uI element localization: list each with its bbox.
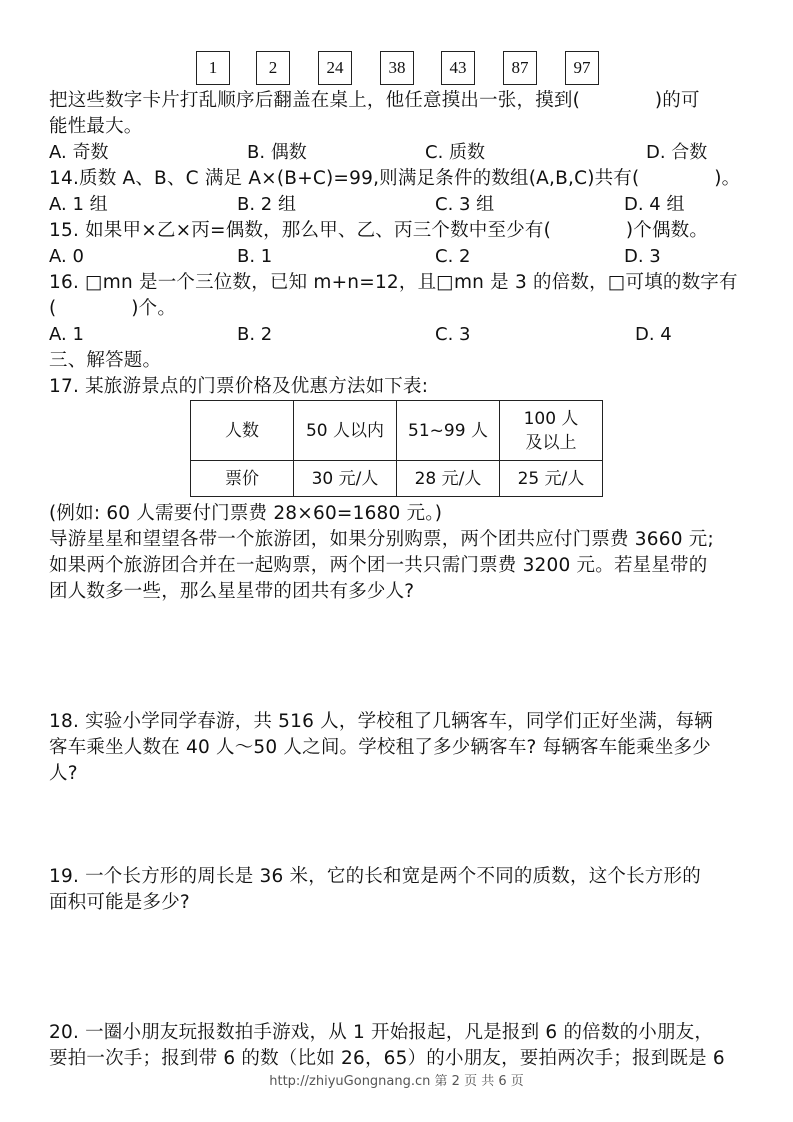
- q13-option-a: A. 奇数: [49, 142, 109, 163]
- q14-option-c: C. 3 组: [435, 194, 495, 215]
- table-cell: 51~99 人: [397, 401, 500, 461]
- table-cell: 25 元/人: [500, 461, 603, 497]
- q20-line2: 要拍一次手；报到带 6 的数（比如 26，65）的小朋友，要拍两次手；报到既是 6: [49, 1048, 725, 1069]
- q19-line2: 面积可能是多少?: [49, 892, 190, 913]
- table-cell: 28 元/人: [397, 461, 500, 497]
- number-card-2: 2: [256, 51, 290, 85]
- q16-option-d: D. 4: [635, 324, 672, 345]
- q15-option-b: B. 1: [237, 246, 273, 267]
- number-card-1: 1: [196, 51, 230, 85]
- q13-option-b: B. 偶数: [247, 142, 307, 163]
- q19-line1: 19. 一个长方形的周长是 36 米，它的长和宽是两个不同的质数，这个长方形的: [49, 866, 701, 887]
- number-card-43: 43: [441, 51, 475, 85]
- q15-stem: 15. 如果甲×乙×丙=偶数，那么甲、乙、丙三个数中至少有( )个偶数。: [49, 220, 709, 241]
- q17-line1: 导游星星和望望各带一个旅游团，如果分别购票，两个团共应付门票费 3660 元;: [49, 529, 714, 550]
- q18-line3: 人?: [49, 763, 78, 784]
- q17-line2: 如果两个旅游团合并在一起购票，两个团一共只需门票费 3200 元。若星星带的: [49, 555, 708, 576]
- number-card-97: 97: [565, 51, 599, 85]
- table-cell-text: 100 人及以上: [523, 408, 579, 453]
- q16-option-c: C. 3: [435, 324, 471, 345]
- q17-line3: 团人数多一些，那么星星带的团共有多少人?: [49, 581, 415, 602]
- q13-text-line2: 能性最大。: [49, 116, 143, 137]
- table-cell: [500, 401, 603, 461]
- q13-option-d: D. 合数: [646, 142, 708, 163]
- q16-option-b: B. 2: [237, 324, 273, 345]
- q13-option-c: C. 质数: [425, 142, 486, 163]
- section-heading: 三、解答题。: [49, 350, 162, 371]
- table-cell: 票价: [191, 461, 294, 497]
- ticket-price-table: [190, 400, 603, 497]
- q16-option-a: A. 1: [49, 324, 84, 345]
- q16-line1: 16. □mn 是一个三位数，已知 m+n=12，且□mn 是 3 的倍数，□可填的数字有: [49, 272, 738, 293]
- q13-text-line1: 把这些数字卡片打乱顺序后翻盖在桌上，他任意摸出一张，摸到( )的可: [49, 90, 700, 111]
- q15-option-c: C. 2: [435, 246, 471, 267]
- q16-line2: ( )个。: [49, 298, 177, 319]
- q14-option-a: A. 1 组: [49, 194, 108, 215]
- table-cell: 人数: [191, 401, 294, 461]
- q14-option-d: D. 4 组: [624, 194, 685, 215]
- table-row: [191, 401, 603, 461]
- q18-line2: 客车乘坐人数在 40 人～50 人之间。学校租了多少辆客车? 每辆客车能乘坐多少: [49, 737, 711, 758]
- q17-stem: 17. 某旅游景点的门票价格及优惠方法如下表:: [49, 376, 429, 397]
- table-cell: 30 元/人: [294, 461, 397, 497]
- number-card-87: 87: [503, 51, 537, 85]
- page-footer: http://zhiyuGongnang.cn 第 2 页 共 6 页: [269, 1074, 524, 1089]
- number-card-38: 38: [380, 51, 414, 85]
- table-cell: 50 人以内: [294, 401, 397, 461]
- q15-option-d: D. 3: [624, 246, 661, 267]
- table-row: [191, 461, 603, 497]
- q20-line1: 20. 一圈小朋友玩报数拍手游戏，从 1 开始报起，凡是报到 6 的倍数的小朋友，: [49, 1022, 714, 1043]
- q14-option-b: B. 2 组: [237, 194, 296, 215]
- q15-option-a: A. 0: [49, 246, 84, 267]
- q14-stem: 14.质数 A、B、C 满足 A×(B+C)=99,则满足条件的数组(A,B,C)共有( )。: [49, 168, 741, 189]
- q18-line1: 18. 实验小学同学春游，共 516 人，学校租了几辆客车，同学们正好坐满，每辆: [49, 711, 713, 732]
- q17-example: (例如: 60 人需要付门票费 28×60=1680 元。): [49, 503, 443, 524]
- number-card-24: 24: [318, 51, 352, 85]
